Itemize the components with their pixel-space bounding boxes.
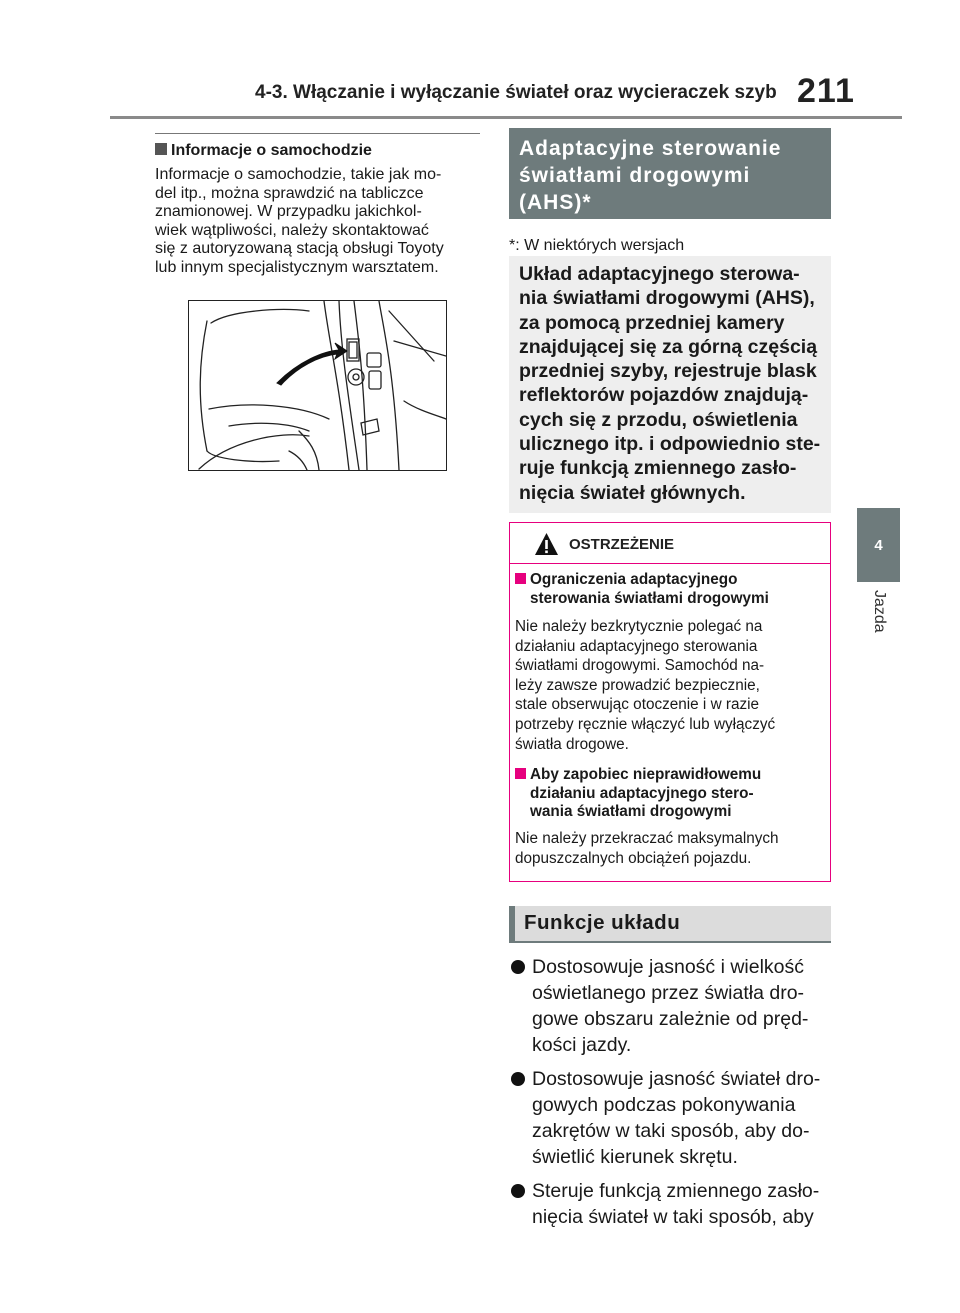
chapter-tab[interactable] [857, 508, 900, 582]
warning-subheading-2: Aby zapobiec nieprawidłowemu działaniu adaptacyjnego stero- wania światłami drogowymi [515, 766, 761, 822]
list-item: Steruje funkcją zmiennego zasło- nięcia świateł w taki sposób, aby [509, 1178, 839, 1230]
warning-triangle-icon [534, 532, 559, 556]
chapter-name: Jazda [871, 590, 888, 633]
version-footnote: *: W niektórych wersjach [509, 237, 685, 254]
list-item: Dostosowuje jasność i wielkość oświetlanego przez światła dro- gowe obszaru zależnie od pręd- kości jazdy. [509, 954, 839, 1058]
bullet-dot-icon [511, 960, 525, 974]
functions-heading: Funkcje układu [509, 906, 831, 943]
warning-title: OSTRZEŻENIE [569, 536, 675, 553]
ahs-section-title: Adaptacyjne sterowanie światłami drogowymi (AHS)* [509, 128, 831, 219]
chapter-name-vertical [862, 590, 894, 650]
bullet-dot-icon [511, 1072, 525, 1086]
square-bullet-icon [155, 143, 167, 155]
page-number: 211 [797, 72, 855, 110]
door-pillar-drawing [189, 301, 446, 470]
chapter-number: 4 [874, 536, 883, 554]
vin-plate-illustration [188, 300, 447, 471]
warning-text-2: Nie należy przekraczać maksymalnych dopuszczalnych obciążeń pojazdu. [515, 830, 779, 867]
bullet-dot-icon [511, 1184, 525, 1198]
magenta-square-icon [515, 573, 526, 584]
info-body: Informacje o samochodzie, takie jak mo- del itp., można sprawdzić na tabliczce znamionowej. W przypadku jakichkol- wiek wątpliwości, należy skontaktować się z autoryzowaną stacją obsługi Toyoty lub innym specjalistycznym warsztatem. [155, 166, 444, 276]
info-divider [155, 133, 480, 134]
magenta-square-icon [515, 768, 526, 779]
warning-header [510, 523, 830, 564]
functions-list [509, 954, 839, 1238]
header-rule [110, 116, 902, 119]
list-item: Dostosowuje jasność świateł dro- gowych podczas pokonywania zakrętów w taki sposób, aby do- świetlić kierunek skrętu. [509, 1066, 839, 1170]
section-title: 4-3. Włączanie i wyłączanie świateł oraz wycieraczek szyb [255, 82, 777, 103]
warning-subheading-1: Ograniczenia adaptacyjnego sterowania światłami drogowymi [515, 571, 769, 608]
warning-box [509, 522, 831, 882]
info-heading: Informacje o samochodzie [155, 142, 372, 160]
ahs-intro-box: Układ adaptacyjnego sterowa- nia światłami drogowymi (AHS), za pomocą przedniej kamery znajdującej się za górną częścią przedniej szyby, rejestruje blask reflektorów pojazdów znajdują- cych się z przodu, oświetlenia ulicznego itp. i odpowiednio ste- ruje funkcją zmiennego zasło- nięcia świateł głównych. [509, 256, 831, 513]
warning-text-1: Nie należy bezkrytycznie polegać na działaniu adaptacyjnego sterowania światłami drogowymi. Samochód na- leży zawsze prowadzić bezpiecznie, stale obserwując otoczenie i w razie potrzeby ręcznie włączyć lub wyłączyć światła drogowe. [515, 618, 776, 753]
